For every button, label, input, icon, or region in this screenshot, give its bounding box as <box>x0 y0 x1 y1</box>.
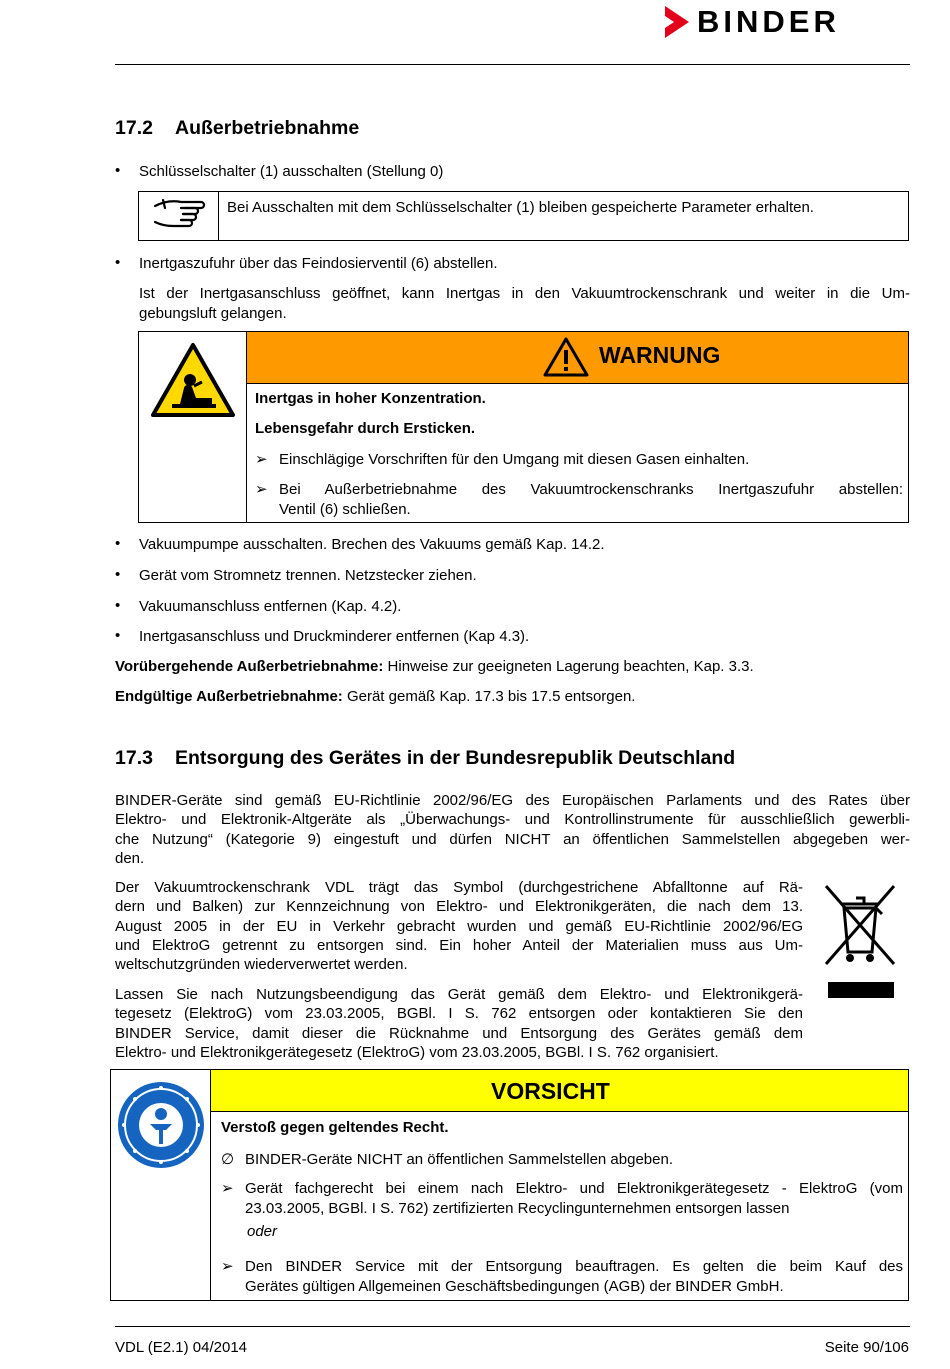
paragraph-line: gebungsluft gelangen. <box>139 304 287 322</box>
warning-item-text: Einschlägige Vorschriften für den Umgang mit diesen Gasen einhalten. <box>279 451 750 468</box>
caution-or-text: oder <box>247 1223 278 1240</box>
caution-item-text: 23.03.2005, BGBl. I S. 762) zertifizierten Recyclingunternehmen entsorgen lassen <box>245 1199 790 1217</box>
section-number: 17.2 <box>115 117 153 139</box>
paragraph-line: dern und Balken) zur Kennzeichnung von Elektro- und Elektronikgeräten, die nach dem 13. <box>115 898 803 916</box>
header-rule <box>115 64 910 65</box>
label: Vorübergehende Außerbetriebnahme: <box>115 658 384 675</box>
paragraph <box>115 985 803 1062</box>
footer-document-id: VDL (E2.1) 04/2014 <box>115 1339 248 1356</box>
caution-item-text: Gerätes gültigen Allgemeinen Geschäftsbedingungen (AGB) der BINDER GmbH. <box>245 1277 784 1295</box>
section-title: Entsorgung des Gerätes in der Bundesrepublik Deutschland <box>175 747 736 769</box>
warning-pictogram-cell <box>139 332 247 522</box>
paragraph-line: Elektro- und Elektronikgerätegesetz (ElektroG) vom 23.03.2005, BGBl. I S. 762 organisiert. <box>115 1043 719 1061</box>
list-item-text: Inertgaszufuhr über das Feindosierventil (6) abstellen. <box>139 255 498 272</box>
caution-box <box>110 1069 909 1301</box>
text: Gerät gemäß Kap. 17.3 bis 17.5 entsorgen. <box>342 688 636 705</box>
arrow-bullet-icon: ➢ <box>221 1258 234 1275</box>
warning-triangle-icon <box>543 337 589 377</box>
info-paragraph <box>139 284 910 323</box>
paragraph-line: BINDER Service, damit dieser die Rücknahme und Entsorgung des Gerätes gemäß dem <box>115 1024 803 1042</box>
paragraph-line: und ElektroG getrennt zu entsorgen sind. Ein hoher Anteil der Materialien muss aus Um- <box>115 936 803 954</box>
caution-line: Verstoß gegen geltendes Recht. <box>221 1119 449 1136</box>
temporary-decommission-line <box>115 657 754 676</box>
arrow-bullet-icon: ➢ <box>255 481 268 498</box>
section-title: Außerbetriebnahme <box>175 117 360 139</box>
caution-item-text: Gerät fachgerecht bei einem nach Elektro- und Elektronikgerätegesetz - ElektroG (vom <box>245 1180 903 1197</box>
crossed-out-wheelie-bin-icon <box>820 880 900 1000</box>
warning-header <box>247 332 908 384</box>
label: Endgültige Außerbetriebnahme: <box>115 688 343 705</box>
arrow-bullet-icon: ➢ <box>221 1180 234 1197</box>
section-heading-17-2 <box>115 117 359 140</box>
note-box <box>138 191 909 241</box>
list-item-text: Gerät vom Stromnetz trennen. Netzstecker ziehen. <box>139 567 477 584</box>
paragraph-line: tegesetz (ElektroG) vom 23.03.2005, BGBl. I S. 762 entsorgen oder kontaktieren Sie den <box>115 1005 803 1023</box>
list-item-text: Inertgasanschluss und Druckminderer entfernen (Kap 4.3). <box>139 628 530 645</box>
warning-item-text: Ventil (6) schließen. <box>279 500 411 518</box>
warning-box <box>138 331 909 523</box>
caution-title: VORSICHT <box>491 1078 610 1104</box>
prohibition-icon: ∅ <box>221 1151 235 1168</box>
caution-item-text: Den BINDER Service mit der Entsorgung beauftragen. Es gelten die beim Kauf des <box>245 1258 903 1275</box>
environment-symbol-icon <box>116 1080 206 1170</box>
paragraph-line: August 2005 in der EU in Verkehr gebracht wurden und gemäß EU-Richtlinie 2002/96/EG <box>115 917 803 935</box>
section-number: 17.3 <box>115 747 153 769</box>
binder-logo <box>665 5 910 39</box>
binder-logo-mark-icon <box>665 6 691 38</box>
warning-title: WARNUNG <box>599 342 721 368</box>
paragraph-line: Ist der Inertgasanschluss geöffnet, kann Inertgas in den Vakuumtrockenschrank und weiter in die Um- <box>139 285 910 302</box>
caution-pictogram-cell <box>111 1070 211 1300</box>
paragraph-line: den. <box>115 849 145 867</box>
list-item-text: Schlüsselschalter (1) ausschalten (Stellung 0) <box>139 163 444 180</box>
footer-rule <box>115 1326 910 1327</box>
warning-line: Lebensgefahr durch Ersticken. <box>255 420 476 437</box>
final-decommission-line <box>115 687 635 706</box>
caution-item-text: BINDER-Geräte NICHT an öffentlichen Sammelstellen abgeben. <box>245 1151 673 1168</box>
note-text: Bei Ausschalten mit dem Schlüsselschalter (1) bleiben gespeicherte Parameter erhalten. <box>227 199 814 216</box>
warning-item-text: Bei Außerbetriebnahme des Vakuumtrockenschranks Inertgaszufuhr abstellen: <box>279 481 903 498</box>
suffocation-hazard-icon <box>150 342 236 418</box>
caution-header <box>211 1070 908 1112</box>
arrow-bullet-icon: ➢ <box>255 451 268 468</box>
list-item-text: Vakuumpumpe ausschalten. Brechen des Vakuums gemäß Kap. 14.2. <box>139 536 605 553</box>
paragraph-line: che Nutzung“ (Kategorie 9) eingestuft und dürfen NICHT an öffentlichen Sammelstellen abgegeben wer- <box>115 830 910 848</box>
pointing-hand-icon <box>139 192 219 240</box>
footer-page-number: Seite 90/106 <box>824 1339 909 1356</box>
paragraph-line: weltschutzgründen wiederverwertet werden. <box>115 956 408 974</box>
paragraph-line: Elektro- und Elektronik-Altgeräte als „Überwachungs- und Kontrollinstrumente für ausschließlich gewerbli- <box>115 811 910 829</box>
paragraph-line: Lassen Sie nach Nutzungsbeendigung das Gerät gemäß dem Elektro- und Elektronikgerä- <box>115 986 803 1003</box>
paragraph <box>115 791 910 868</box>
section-heading-17-3 <box>115 747 735 770</box>
brand-name: BINDER <box>697 4 840 39</box>
warning-line: Inertgas in hoher Konzentration. <box>255 390 486 407</box>
paragraph <box>115 878 803 974</box>
paragraph-line: Der Vakuumtrockenschrank VDL trägt das Symbol (durchgestrichene Abfalltonne auf Rä- <box>115 879 803 896</box>
text: Hinweise zur geeigneten Lagerung beachten, Kap. 3.3. <box>383 658 754 675</box>
list-item-text: Vakuumanschluss entfernen (Kap. 4.2). <box>139 598 402 615</box>
paragraph-line: BINDER-Geräte sind gemäß EU-Richtlinie 2002/96/EG des Europäischen Parlaments und des Rates über <box>115 792 910 809</box>
